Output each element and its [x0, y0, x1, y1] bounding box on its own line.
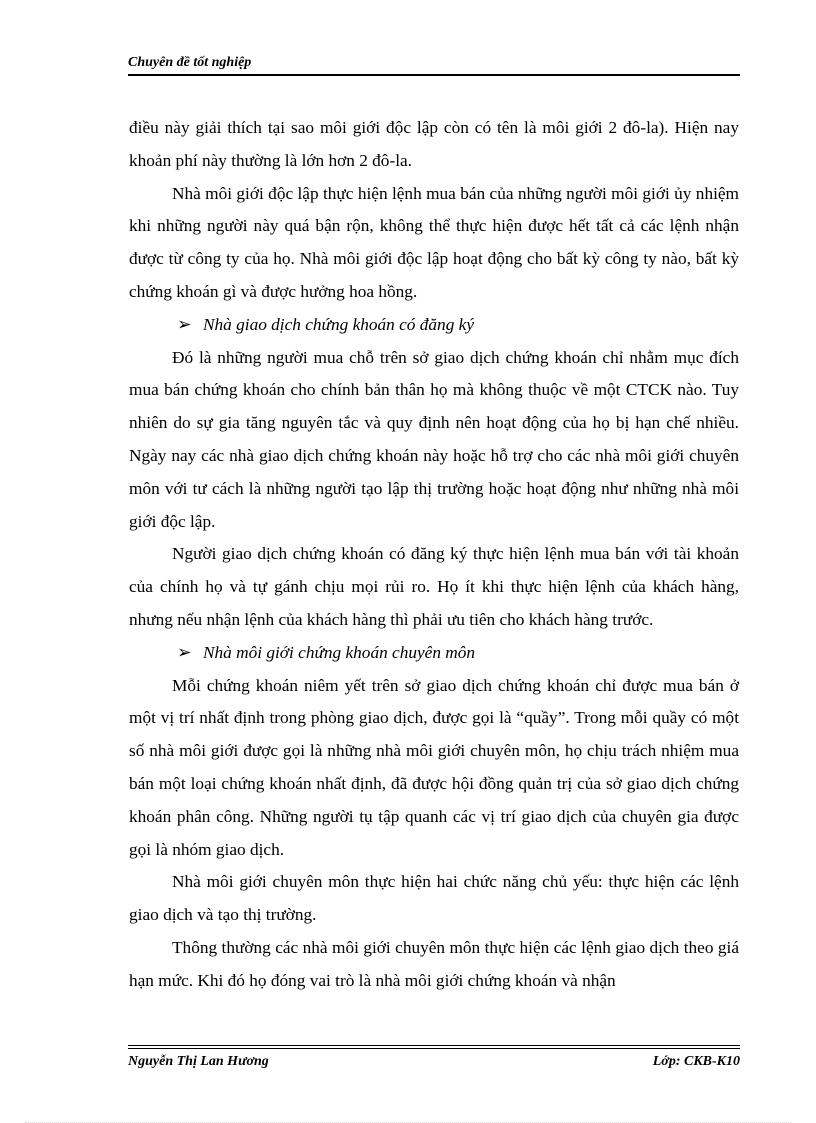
paragraph-4: Người giao dịch chứng khoán có đăng ký thực hiện lệnh mua bán với tài khoản của chính họ và tự gánh chịu mọi rủi ro. Họ ít khi thực hiện lệnh của khách hàng, nhưng nếu nhận lệnh của khách hàng thì phải ưu tiên cho khách hàng trước.	[129, 544, 739, 629]
arrowhead-bullet-icon: ➢	[177, 642, 192, 662]
bullet-item-2	[129, 637, 739, 670]
bullet-item-1	[129, 309, 739, 342]
paragraph-2: Nhà môi giới độc lập thực hiện lệnh mua bán của những người môi giới ủy nhiệm khi những người này quá bận rộn, không thể thực hiện được hết tất cả các lệnh nhận được từ công ty của họ. Nhà môi giới độc lập hoạt động cho bất kỳ công ty nào, bất kỳ chứng khoán gì và được hưởng hoa hồng.	[129, 183, 739, 301]
paragraph-6: Nhà môi giới chuyên môn thực hiện hai chức năng chủ yếu: thực hiện các lệnh giao dịch và tạo thị trường.	[129, 872, 739, 925]
header-rule	[128, 74, 740, 76]
paragraph-5: Mỗi chứng khoán niêm yết trên sở giao dịch chứng khoán chỉ được mua bán ở một vị trí nhất định trong phòng giao dịch, được gọi là “quầy”. Trong mỗi quầy có một số nhà môi giới được gọi là những nhà môi giới chuyên môn, họ chịu trách nhiệm mua bán một loại chứng khoán nhất định, đã được hội đồng quản trị của sở giao dịch chứng khoán phân công. Những người tụ tập quanh các vị trí giao dịch của chuyên gia được gọi là nhóm giao dịch.	[129, 675, 739, 859]
paragraph-7: Thông thường các nhà môi giới chuyên môn thực hiện các lệnh giao dịch theo giá hạn mức. Khi đó họ đóng vai trò là nhà môi giới chứng khoán và nhận	[129, 937, 739, 990]
footer-author: Nguyễn Thị Lan Hương	[128, 1054, 269, 1069]
document-body	[129, 112, 739, 998]
page-header	[128, 54, 740, 72]
footer-rule-bottom	[128, 1048, 740, 1049]
footer-rule-top	[128, 1045, 740, 1046]
bullet-2-text: Nhà môi giới chứng khoán chuyên môn	[203, 642, 476, 662]
footer-class: Lớp: CKB-K10	[652, 1054, 740, 1069]
bullet-1-text: Nhà giao dịch chứng khoán có đăng ký	[203, 314, 474, 334]
arrowhead-bullet-icon: ➢	[177, 314, 192, 334]
header-title: Chuyên đề tốt nghiệp	[128, 55, 252, 70]
paragraph-3: Đó là những người mua chỗ trên sở giao dịch chứng khoán chỉ nhằm mục đích mua bán chứng khoán cho chính bản thân họ mà không thuộc về một CTCK nào. Tuy nhiên do sự gia tăng nguyên tắc và quy định nên hoạt động của họ bị hạn chế nhiều. Ngày nay các nhà giao dịch chứng khoán này hoặc hỗ trợ cho các nhà môi giới chuyên môn với tư cách là những người tạo lập thị trường hoặc hoạt động như những nhà môi giới độc lập.	[129, 347, 739, 531]
paragraph-1: điều này giải thích tại sao môi giới độc lập còn có tên là môi giới 2 đô-la). Hiện nay khoản phí này thường là lớn hơn 2 đô-la.	[129, 118, 739, 170]
